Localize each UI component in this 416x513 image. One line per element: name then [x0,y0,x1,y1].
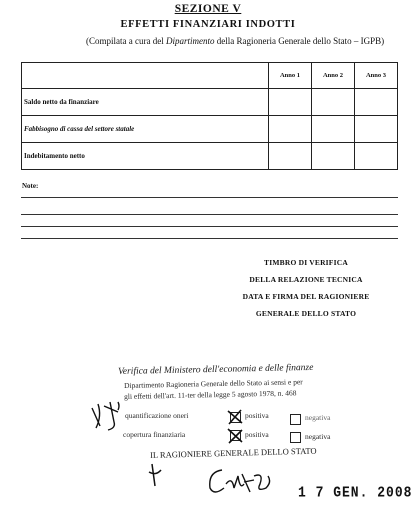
table-row [22,116,398,143]
table-cell [269,89,312,116]
verification-title [118,363,313,377]
stamp-line-2: DELLA RELAZIONE TECNICA [249,275,363,284]
verification-title-text: Verifica del Ministero dell'economia e delle finanze [118,362,314,377]
table-row [22,89,398,116]
handwritten-mark-icon [146,462,164,492]
note-line [21,226,398,227]
quantificazione-positiva-label: positiva [245,411,269,420]
page-subtitle: EFFETTI FINANZIARI INDOTTI [120,19,296,30]
note-line [21,197,398,198]
table-cell [312,116,355,143]
table-cell [355,89,398,116]
section-title: SEZIONE V [174,3,242,15]
table-cell [355,116,398,143]
table-header-year2: Anno 2 [312,63,355,89]
table-row [22,143,398,170]
compilation-note [86,36,406,46]
table-cell [312,143,355,170]
note-dept: Dipartimento [165,36,215,46]
note-line [21,238,398,239]
copertura-label: copertura finanziaria [123,430,186,439]
copertura-negativa-label: negativa [305,432,331,441]
signatory-title: IL RAGIONIERE GENERALE DELLO STATO [150,445,317,460]
table-header-blank [22,63,269,89]
stamp-line-4: GENERALE DELLO STATO [255,309,357,318]
table-header-year3: Anno 3 [355,63,398,89]
stamp-line-1: TIMBRO DI VERIFICA [264,258,348,267]
quantificazione-negativa-label: negativa [305,413,331,422]
note-line [21,214,398,215]
quantificazione-label: quantificazione oneri [125,411,189,420]
table-cell [269,116,312,143]
row-label-indebitamento: Indebitamento netto [22,143,269,170]
checkmark-x-icon [226,408,246,448]
date-stamp: 1 7 GEN. 2008 [298,484,413,501]
table-cell [269,143,312,170]
stamp-line-3: DATA E FIRMA DEL RAGIONIERE [242,292,370,301]
handwritten-initials-icon [88,398,124,434]
row-label-saldo: Saldo netto da finanziare [22,89,269,116]
quantificazione-negativa-checkbox [290,414,301,425]
financial-effects-table [21,62,398,170]
verification-law: gli effetti dell'art. 11-ter della legge 5 agosto 1978, n. 468 [124,388,297,401]
table-header-year1: Anno 1 [269,63,312,89]
note-suffix: della Ragioneria Generale dello Stato – IGPB) [214,36,385,46]
table-header-row [22,63,398,89]
copertura-negativa-checkbox [290,432,301,443]
notes-label: Note: [22,182,39,190]
signature-icon [206,462,276,500]
verification-dept: Dipartimento Ragioneria Generale dello Stato ai sensi e per [124,377,303,390]
table-cell [355,143,398,170]
note-prefix: (Compilata a cura del [86,36,166,46]
table-cell [312,89,355,116]
row-label-fabbisogno: Fabbisogno di cassa del settore statale [22,116,269,143]
copertura-positiva-label: positiva [245,430,269,439]
